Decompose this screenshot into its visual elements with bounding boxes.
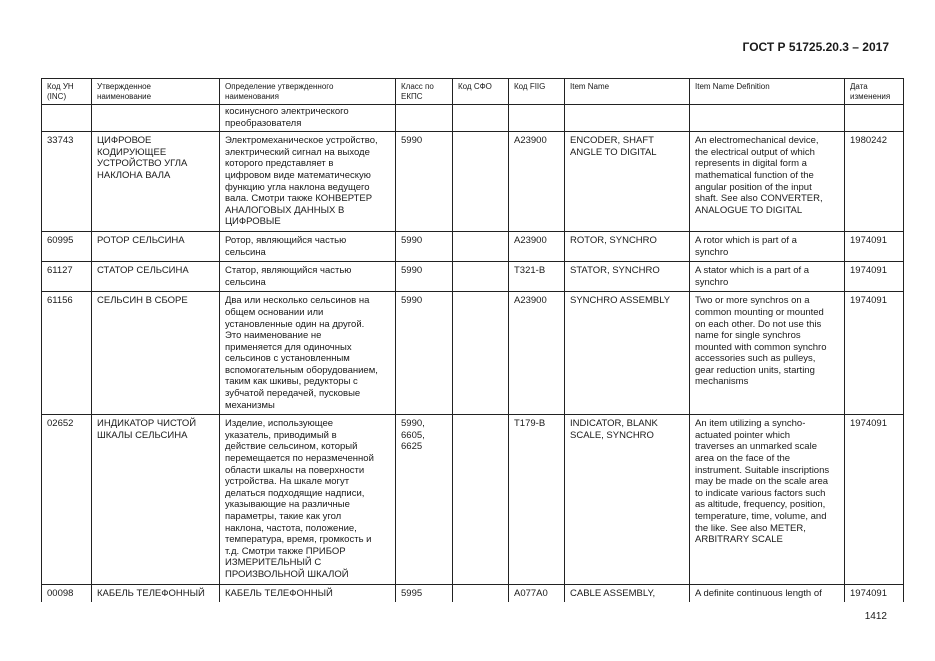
cell-item-definition: An item utilizing a syncho- actuated pointer which traverses an unmarked scale area on the face of the instrument. Suitable inscriptions may be made on the scale area to indicate various factors such as altitude, frequency, position, temperature, time, volume, and the like. See also METER, ARBITRARY SCALE [690, 415, 845, 584]
cell-inc: 60995 [42, 231, 92, 261]
cell-approved-name: ЦИФРОВОЕ КОДИРУЮЩЕЕ УСТРОЙСТВО УГЛА НАКЛОНА ВАЛА [92, 132, 220, 232]
cell-definition: Ротор, являющийся частью сельсина [220, 231, 396, 261]
cell-change-date: 1974091 [845, 292, 904, 415]
cell-change-date [845, 105, 904, 132]
cell-change-date: 1974091 [845, 415, 904, 584]
col-header-change-date: Дата изменения [845, 79, 904, 105]
col-header-item-name: Item Name [565, 79, 690, 105]
cell-item-definition [690, 105, 845, 132]
cell-item-definition: A stator which is a part of a synchro [690, 262, 845, 292]
cell-change-date: 1974091 [845, 262, 904, 292]
data-table [41, 78, 904, 602]
table-header-row [42, 79, 904, 105]
cell-sfo [453, 105, 509, 132]
table-row [42, 262, 904, 292]
cell-item-name: INDICATOR, BLANK SCALE, SYNCHRO [565, 415, 690, 584]
col-header-sfo: Код СФО [453, 79, 509, 105]
cell-sfo [453, 292, 509, 415]
table-row [42, 292, 904, 415]
cell-item-name: SYNCHRO ASSEMBLY [565, 292, 690, 415]
cell-class: 5990, 6605, 6625 [396, 415, 453, 584]
cell-definition: КАБЕЛЬ ТЕЛЕФОННЫЙ [220, 584, 396, 602]
cell-change-date: 1974091 [845, 584, 904, 602]
cell-item-name: ROTOR, SYNCHRO [565, 231, 690, 261]
cell-item-name [565, 105, 690, 132]
cell-sfo [453, 584, 509, 602]
cell-inc: 61127 [42, 262, 92, 292]
col-header-fiig: Код FIIG [509, 79, 565, 105]
cell-definition: Два или несколько сельсинов на общем основании или установленные один на другой. Это наименование не применяется для одиночных сельсинов с установленным вспомогательным оборудованием, таким как шкивы, редукторы с зубчатой передачей, пусковые механизмы [220, 292, 396, 415]
cell-item-definition: An electromechanical device, the electrical output of which represents in digital form a mathematical function of the angular position of the input shaft. See also CONVERTER, ANALOGUE TO DIGITAL [690, 132, 845, 232]
cell-approved-name: СЕЛЬСИН В СБОРЕ [92, 292, 220, 415]
cell-sfo [453, 132, 509, 232]
cell-definition: косинусного электрического преобразователя [220, 105, 396, 132]
cell-sfo [453, 415, 509, 584]
cell-inc: 00098 [42, 584, 92, 602]
cell-class: 5990 [396, 262, 453, 292]
cell-item-name: ENCODER, SHAFT ANGLE TO DIGITAL [565, 132, 690, 232]
cell-change-date: 1980242 [845, 132, 904, 232]
cell-fiig: A23900 [509, 132, 565, 232]
cell-class: 5995 [396, 584, 453, 602]
cell-item-name: CABLE ASSEMBLY, [565, 584, 690, 602]
cell-item-name: STATOR, SYNCHRO [565, 262, 690, 292]
cell-item-definition: A rotor which is part of a synchro [690, 231, 845, 261]
cell-definition: Электромеханическое устройство, электрический сигнал на выходе которого представляет в цифровом виде математическую функцию угла наклона ведущего вала. Смотри также КОНВЕРТЕР АНАЛОГОВЫХ ДАННЫХ В ЦИФРОВЫЕ [220, 132, 396, 232]
cell-inc: 33743 [42, 132, 92, 232]
table-row [42, 415, 904, 584]
cell-class [396, 105, 453, 132]
table-row [42, 584, 904, 602]
cell-fiig [509, 105, 565, 132]
col-header-class: Класс по ЕКПС [396, 79, 453, 105]
cell-definition: Изделие, использующее указатель, приводимый в действие сельсином, который перемещается по неразмеченной области шкалы на поверхности устройства. На шкале могут делаться подходящие надписи, указывающие на различные параметры, такие как угол наклона, частота, положение, температура, время, громкость и т.д. Смотри также ПРИБОР ИЗМЕРИТЕЛЬНЫЙ С ПРОИЗВОЛЬНОЙ ШКАЛОЙ [220, 415, 396, 584]
cell-fiig: T321-B [509, 262, 565, 292]
table-row [42, 132, 904, 232]
cell-item-definition: A definite continuous length of [690, 584, 845, 602]
cell-inc: 02652 [42, 415, 92, 584]
cell-change-date: 1974091 [845, 231, 904, 261]
cell-approved-name: СТАТОР СЕЛЬСИНА [92, 262, 220, 292]
cell-approved-name: РОТОР СЕЛЬСИНА [92, 231, 220, 261]
cell-definition: Статор, являющийся частью сельсина [220, 262, 396, 292]
col-header-item-definition: Item Name Definition [690, 79, 845, 105]
cell-class: 5990 [396, 132, 453, 232]
cell-fiig: T179-B [509, 415, 565, 584]
cell-inc: 61156 [42, 292, 92, 415]
col-header-approved-name: Утвержденное наименование [92, 79, 220, 105]
table-row [42, 231, 904, 261]
cell-fiig: A23900 [509, 292, 565, 415]
cell-fiig: A23900 [509, 231, 565, 261]
document-code: ГОСТ Р 51725.20.3 – 2017 [742, 40, 889, 54]
cell-approved-name [92, 105, 220, 132]
cell-sfo [453, 231, 509, 261]
cell-fiig: A077A0 [509, 584, 565, 602]
col-header-definition: Определение утвержденного наименования [220, 79, 396, 105]
cell-class: 5990 [396, 231, 453, 261]
table-row [42, 105, 904, 132]
cell-class: 5990 [396, 292, 453, 415]
cell-inc [42, 105, 92, 132]
page-number: 1412 [864, 611, 887, 622]
cell-approved-name: ИНДИКАТОР ЧИСТОЙ ШКАЛЫ СЕЛЬСИНА [92, 415, 220, 584]
cell-item-definition: Two or more synchros on a common mounting or mounted on each other. Do not use this name for single synchros mounted with common synchro accessories such as pulleys, gear reduction units, starting mechanisms [690, 292, 845, 415]
col-header-inc: Код УН (INC) [42, 79, 92, 105]
cell-sfo [453, 262, 509, 292]
cell-approved-name: КАБЕЛЬ ТЕЛЕФОННЫЙ [92, 584, 220, 602]
